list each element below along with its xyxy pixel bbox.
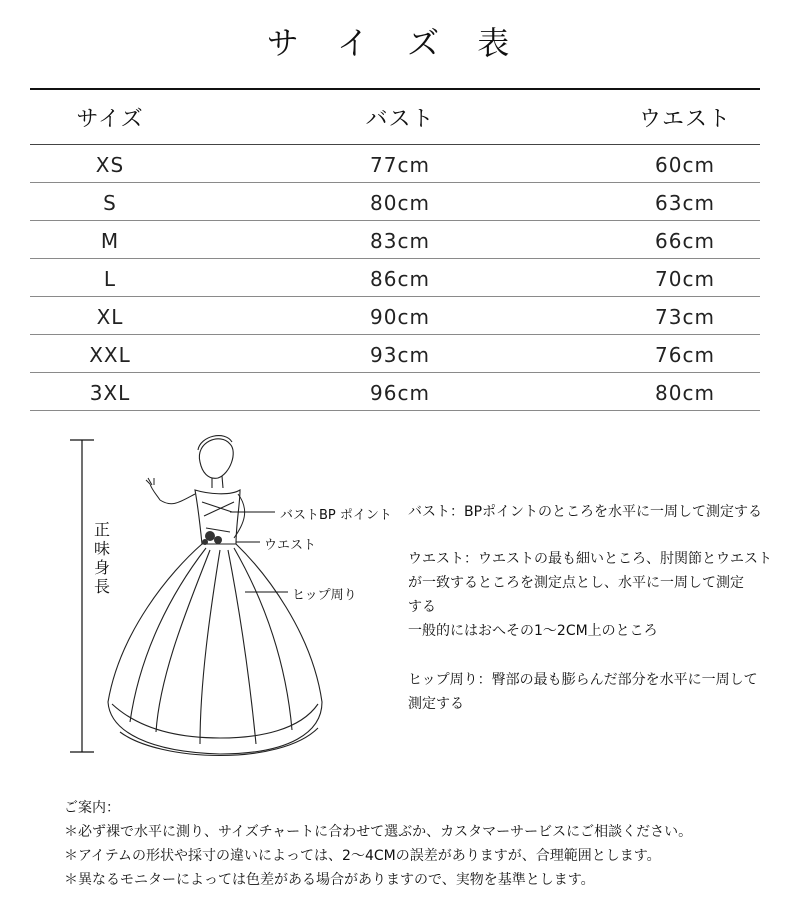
notes-section (64, 796, 774, 892)
size-cell: 3XL (89, 380, 131, 405)
length-label: 正味身長 (93, 520, 110, 596)
note-item: ＊異なるモニターによっては色差がある場合がありますので、実物を基準とします。 (64, 872, 595, 888)
bust-cell: 80cm (370, 190, 430, 215)
dress-sketch (60, 432, 420, 782)
size-cell: S (103, 190, 117, 215)
bust-cell: 86cm (370, 266, 430, 291)
size-cell: L (103, 266, 117, 291)
note-item: ＊必ず裸で水平に測り、サイズチャートに合わせて選ぶか、カスタマーサービスにご相談ください。 (64, 824, 693, 840)
desc-line: バスト：BPポイントのところを水平に一周して測定する (408, 504, 763, 520)
bust-point-label: バストBP ポイント (280, 508, 392, 523)
header-bust: バスト (365, 106, 435, 132)
bust-description (408, 500, 778, 524)
desc-line: 測定する (408, 696, 464, 712)
desc-line: が一致するところを測定点とし、水平に一周して測定 (408, 575, 744, 591)
header-waist: ウエスト (638, 106, 731, 132)
figure-bodice (195, 490, 240, 544)
height-measure-bar (70, 440, 94, 752)
hip-label: ヒップ周り (292, 588, 357, 603)
table-row (30, 145, 760, 183)
size-cell: XL (96, 304, 124, 329)
table-header-row (30, 90, 760, 145)
hip-description (408, 668, 778, 716)
table-row (30, 259, 760, 297)
bust-cell: 96cm (370, 380, 430, 405)
waist-cell: 63cm (655, 190, 715, 215)
size-cell: M (100, 228, 120, 253)
waist-cell: 80cm (655, 380, 715, 405)
table-row (30, 335, 760, 373)
waist-cell: 66cm (655, 228, 715, 253)
waist-cell: 76cm (655, 342, 715, 367)
size-table (30, 90, 760, 411)
header-size: サイズ (76, 106, 144, 132)
notes-heading: ご案内： (64, 800, 120, 816)
bust-cell: 83cm (370, 228, 430, 253)
bust-cell: 77cm (370, 152, 430, 177)
bust-cell: 90cm (370, 304, 430, 329)
size-cell: XS (95, 152, 125, 177)
bust-cell: 93cm (370, 342, 430, 367)
figure-flower (202, 531, 222, 545)
note-item: ＊アイテムの形状や採寸の違いによっては、2～4CMの誤差がありますが、合理範囲とします。 (64, 848, 661, 864)
dress-illustration (60, 432, 420, 782)
table-row (30, 297, 760, 335)
waist-cell: 70cm (655, 266, 715, 291)
page-title: サ イ ズ 表 (266, 24, 524, 62)
table-row (30, 221, 760, 259)
table-row (30, 373, 760, 411)
desc-line: ウエスト：ウエストの最も細いところ、肘関節とウエスト (408, 551, 772, 567)
waist-label: ウエスト (264, 538, 317, 553)
desc-line: 一般的にはおへその1～2CM上のところ (408, 623, 658, 639)
figure-head (198, 436, 233, 488)
waist-cell: 73cm (655, 304, 715, 329)
size-cell: XXL (89, 342, 131, 367)
desc-line: する (408, 599, 436, 615)
desc-line: ヒップ周り：臀部の最も膨らんだ部分を水平に一周して (408, 672, 758, 688)
figure-arms (146, 478, 245, 538)
waist-cell: 60cm (655, 152, 715, 177)
figure-skirt (108, 544, 322, 756)
table-row (30, 183, 760, 221)
waist-description (408, 547, 778, 643)
